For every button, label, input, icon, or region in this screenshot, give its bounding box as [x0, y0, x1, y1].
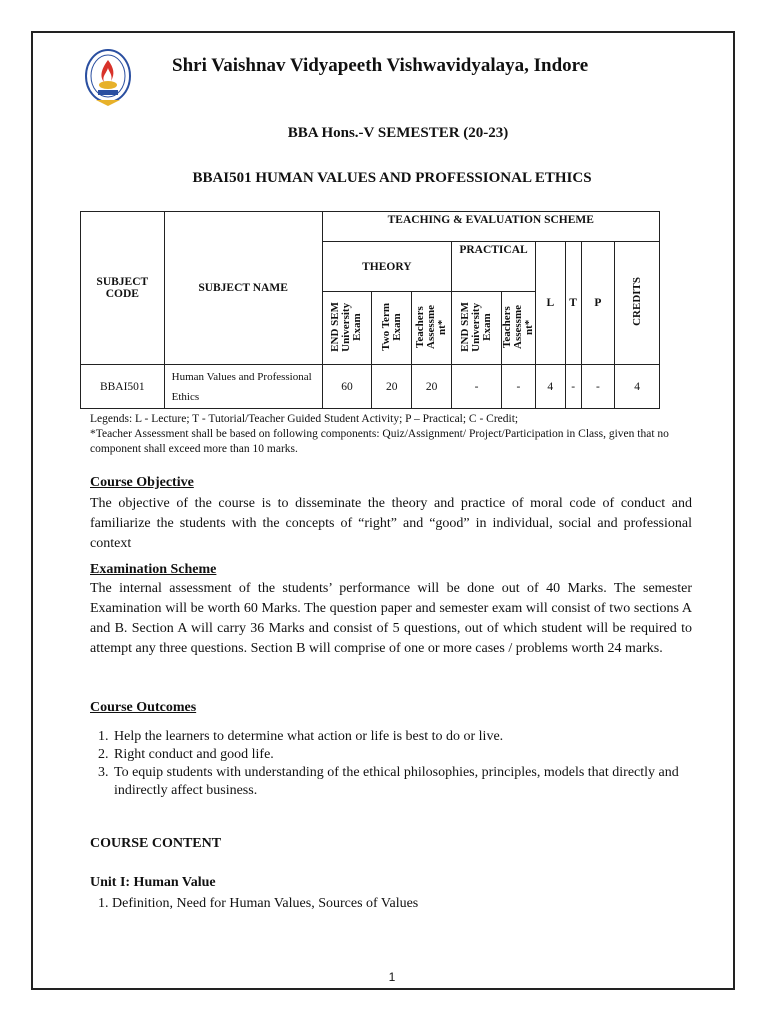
cell-teachers-theory: 20: [412, 365, 452, 409]
page-number: 1: [388, 970, 396, 984]
teaching-evaluation-table: [80, 211, 660, 409]
header-subject-code: SUBJECT CODE: [81, 212, 165, 365]
cell-credits: 4: [615, 365, 660, 409]
semester-title: BBA Hons.-V SEMESTER (20-23): [287, 125, 509, 141]
header-l: L: [535, 242, 565, 365]
list-item: 1. Definition, Need for Human Values, Sources of Values: [112, 895, 418, 913]
examination-scheme-text: The internal assessment of the students’ performance will be done out of 40 Marks. The semester Examination will be worth 60 Marks. The question paper and semester exam will consist of two sections A and B. Section A will carry 36 Marks and consist of 5 questions, out of which student will be required to attempt any three questions. Section B will comprise of one or more cases / problems worth 24 marks.: [90, 581, 692, 656]
unit-topics-list: [90, 895, 418, 913]
sub-teachers-theory: Teachers Assessme nt*: [414, 304, 449, 349]
cell-name: Human Values and Professional Ethics: [164, 365, 322, 409]
cell-teachers-practical: -: [501, 365, 535, 409]
course-objective-heading: Course Objective: [90, 475, 194, 490]
course-objective-text: The objective of the course is to disseminate the theory and practice of moral code of conduct and familiarize the students with the concepts of “right” and “good” in individual, social and professional context: [90, 496, 692, 551]
header-scheme: TEACHING & EVALUATION SCHEME: [322, 212, 659, 242]
cell-l: 4: [535, 365, 565, 409]
sub-end-sem-practical: END SEM University Exam: [459, 301, 493, 352]
sub-teachers-theory-cell: [412, 292, 452, 365]
sub-end-sem-practical-cell: [452, 292, 502, 365]
list-item: 3. To equip students with understanding of the ethical philosophies, principles, models that directly and indirectly affect business.: [112, 764, 690, 800]
university-logo: [84, 48, 132, 110]
sub-teachers-practical: Teachers Assessme nt*: [500, 304, 535, 349]
university-name: Shri Vaishnav Vidyapeeth Vishwavidyalaya, Indore: [172, 55, 589, 76]
examination-scheme-heading: Examination Scheme: [90, 562, 217, 577]
course-title: BBAI501 HUMAN VALUES AND PROFESSIONAL ETHICS: [192, 170, 592, 186]
sub-two-term-cell: [372, 292, 412, 365]
course-content-heading: COURSE CONTENT: [90, 836, 222, 851]
cell-p: -: [581, 365, 615, 409]
header-credits: CREDITS: [630, 277, 643, 326]
header-theory: THEORY: [322, 242, 452, 292]
table-row: [81, 365, 660, 409]
unit-title: Unit I: Human Value: [90, 875, 216, 890]
course-outcomes-heading: Course Outcomes: [90, 700, 197, 715]
header-p: P: [581, 242, 615, 365]
cell-end-sem-theory: 60: [322, 365, 372, 409]
cell-t: -: [565, 365, 581, 409]
sub-end-sem-theory-cell: [322, 292, 372, 365]
sub-two-term: Two Term Exam: [379, 302, 403, 351]
legend-line-1: Legends: L - Lecture; T - Tutorial/Teacher Guided Student Activity; P – Practical; C - Credit;: [90, 413, 519, 425]
header-subject-name: SUBJECT NAME: [164, 212, 322, 365]
course-outcomes-list: [90, 728, 690, 800]
legend-line-2: *Teacher Assessment shall be based on following components: Quiz/Assignment/ Project/Participation in Class, given that no component shall exceed more than 10 marks.: [90, 428, 669, 455]
list-item: 1. Help the learners to determine what action or life is best to do or live.: [112, 728, 690, 746]
sub-end-sem-theory: END SEM University Exam: [329, 301, 364, 352]
header-practical: PRACTICAL: [452, 242, 536, 292]
header-credits-cell: [615, 242, 660, 365]
list-item: 2. Right conduct and good life.: [112, 746, 690, 764]
cell-code: BBAI501: [81, 365, 165, 409]
header-t: T: [565, 242, 581, 365]
cell-two-term: 20: [372, 365, 412, 409]
cell-end-sem-practical: -: [452, 365, 502, 409]
legend: [90, 412, 690, 457]
sub-teachers-practical-cell: [501, 292, 535, 365]
